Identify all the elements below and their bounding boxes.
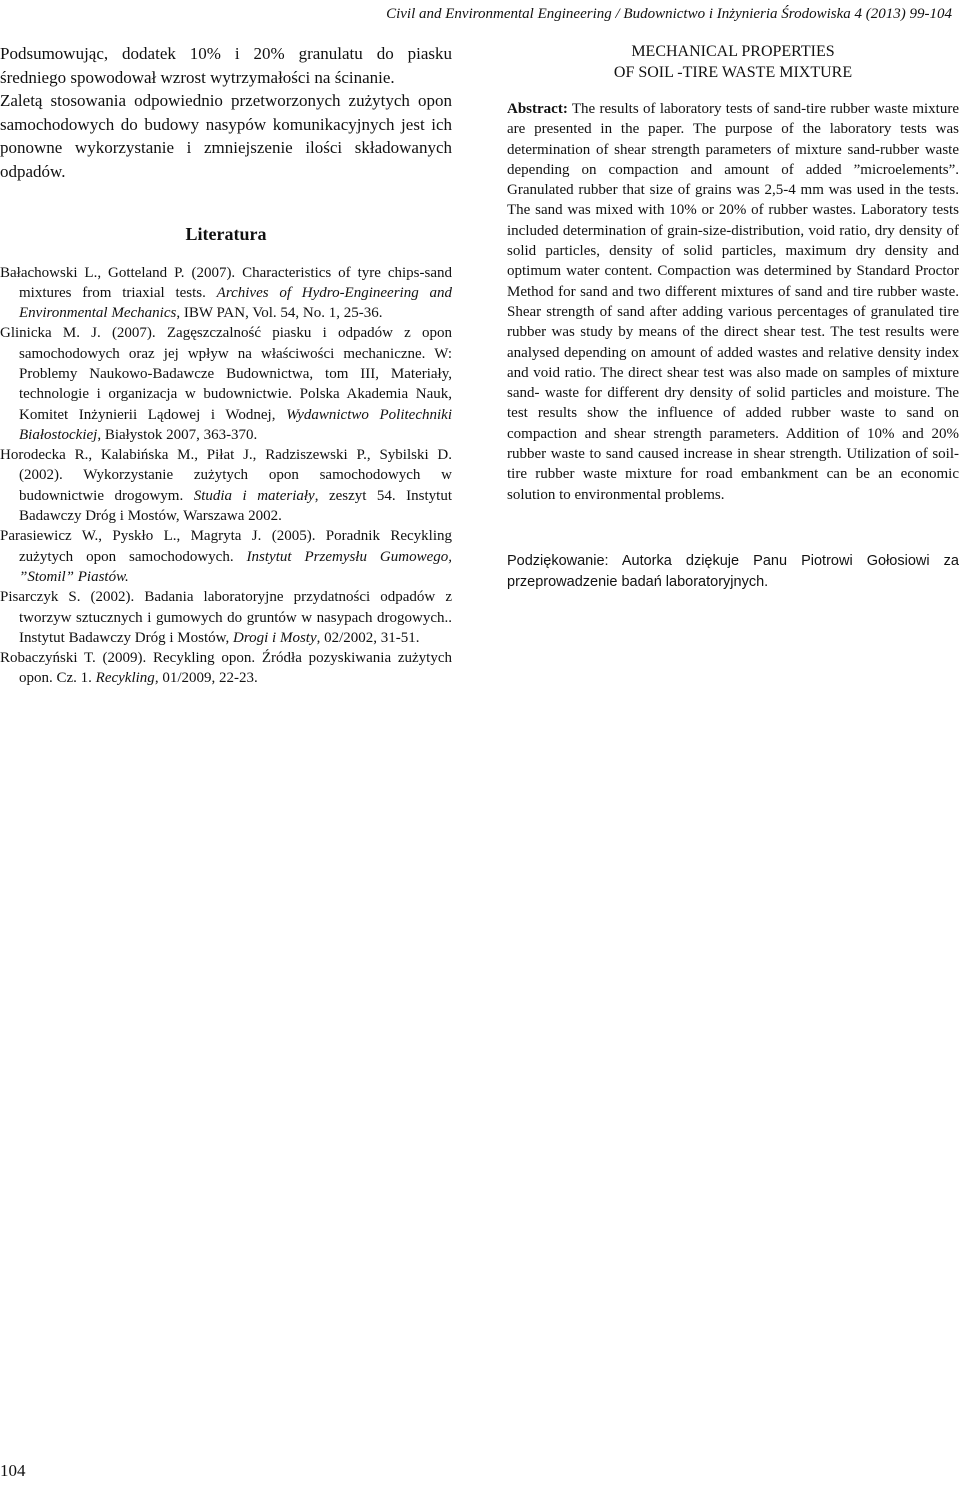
reference-item bbox=[0, 263, 452, 324]
reference-details: , 01/2009, 22-23. bbox=[154, 670, 258, 687]
reference-text: Robaczyński T. (2009). Recykling opon. Źródła pozyskiwania zużytych opon. Cz. 1. bbox=[0, 650, 452, 687]
reference-source: Recykling bbox=[95, 670, 155, 687]
reference-text: Parasiewicz W., Pyskło L., Magryta J. (2005). Poradnik Recykling zużytych opon samochodowych. bbox=[0, 528, 452, 565]
acknowledgement: Podziękowanie: Autorka dziękuje Panu Piotrowi Gołosiowi za przeprowadzenie badań laboratoryjnych. bbox=[507, 552, 959, 590]
references-heading: Literatura bbox=[185, 224, 267, 244]
reference-list bbox=[0, 263, 452, 689]
reference-text: Glinicka M. J. (2007). Zagęszczalność piasku i odpadów z opon samochodowych oraz jej wpływ na właściwości mechaniczne. W: Problemy Naukowo-Badawcze Budownictwa, tom III, Materiały, technologie i organizacja w budownictwie. Polska Akademia Nauk, Komitet Inżynierii Lądowej i Wodnej, bbox=[0, 325, 452, 423]
reference-source: Archives of Hydro-Engineering and Environmental Mechanics bbox=[19, 284, 452, 322]
reference-source: Instytut Przemysłu Gumowego, ”Stomil” Piastów. bbox=[19, 548, 453, 585]
reference-source: Wydawnictwo Politechniki Białostockiej bbox=[19, 406, 452, 443]
abstract bbox=[507, 99, 959, 505]
reference-details: , Białystok 2007, 363-370. bbox=[97, 426, 258, 443]
english-title bbox=[507, 42, 959, 83]
summary-paragraph: Podsumowując, dodatek 10% i 20% granulatu do piasku średniego spowodował wzrost wytrzymałości na ścinanie. bbox=[0, 44, 452, 87]
reference-details: , IBW PAN, Vol. 54, No. 1, 25-36. bbox=[176, 305, 383, 322]
reference-item bbox=[0, 526, 452, 587]
reference-item bbox=[0, 323, 452, 445]
conclusion-paragraph: Zaletą stosowania odpowiednio przetworzonych zużytych opon samochodowych do budowy nasypów komunikacyjnych jest ich ponowne wykorzystanie i zmniejszenie ilości składowanych odpadów. bbox=[0, 91, 452, 181]
reference-item bbox=[0, 445, 452, 526]
english-title-line-2: OF SOIL -TIRE WASTE MIXTURE bbox=[613, 63, 853, 81]
reference-item bbox=[0, 587, 452, 648]
reference-details: , 02/2002, 31-51. bbox=[316, 629, 420, 646]
reference-item bbox=[0, 648, 452, 689]
reference-source: Drogi i Mosty bbox=[233, 629, 317, 646]
abstract-text: The results of laboratory tests of sand-tire rubber waste mixture are presented in the paper. The purpose of the laboratory tests was determination of shear strength parameters of mixture sand-rubber waste depending on compaction and amount of added ”microelements”. Granulated rubber that size of grains was 2,5-4 mm was used in the tests. The sand was mixed with 10% or 20% of rubber wastes. Laboratory tests included determination of grain-size-distribution, void ratio, dry density of solid particles, density of solid particles, maximum dry density and optimum water content. Compaction was determined by Standard Proctor Method for sand and two different mixtures of sand and tire rubber waste. Shear strength of sand after adding various percentages of granulated tire rubber was study by means of the direct shear test. The test results were analysed depending on amount of added wastes and relative density index and void ratio. The direct shear test was also made on samples of mixture sand- waste for different dry density of solid particles and moisture. The test results show the influence of added rubber waste to sand on compaction and shear strength parameters. Addition of 10% and 20% rubber waste to sand caused increase in shear strength. Utilization of soil-tire rubber waste mixture for road embankment can be an economic solution to environmental problems. bbox=[507, 101, 959, 503]
reference-text: Pisarczyk S. (2002). Badania laboratoryjne przydatności odpadów z tworzyw sztucznych i gumowych do gruntów w nasypach drogowych.. Instytut Badawczy Dróg i Mostów, bbox=[0, 589, 452, 646]
reference-details: , zeszyt 54. Instytut Badawczy Dróg i Mostów, Warszawa 2002. bbox=[19, 487, 452, 525]
english-title-line-1: MECHANICAL PROPERTIES bbox=[631, 43, 835, 60]
reference-source: Studia i materiały bbox=[193, 487, 315, 504]
page-number: 104 bbox=[0, 1461, 26, 1480]
abstract-label: Abstract: bbox=[507, 101, 568, 117]
running-head: Civil and Environmental Engineering / Budownictwo i Inżynieria Środowiska 4 (2013) 99-104 bbox=[386, 6, 952, 22]
right-column bbox=[507, 42, 959, 593]
reference-text: Bałachowski L., Gotteland P. (2007). Characteristics of tyre chips-sand mixtures from triaxial tests. bbox=[0, 264, 452, 301]
reference-text: Horodecka R., Kalabińska M., Piłat J., Radziszewski P., Sybilski D. (2002). Wykorzystanie zużytych opon samochodowych w budownictwie drogowym. bbox=[0, 447, 452, 504]
left-column bbox=[0, 42, 452, 689]
